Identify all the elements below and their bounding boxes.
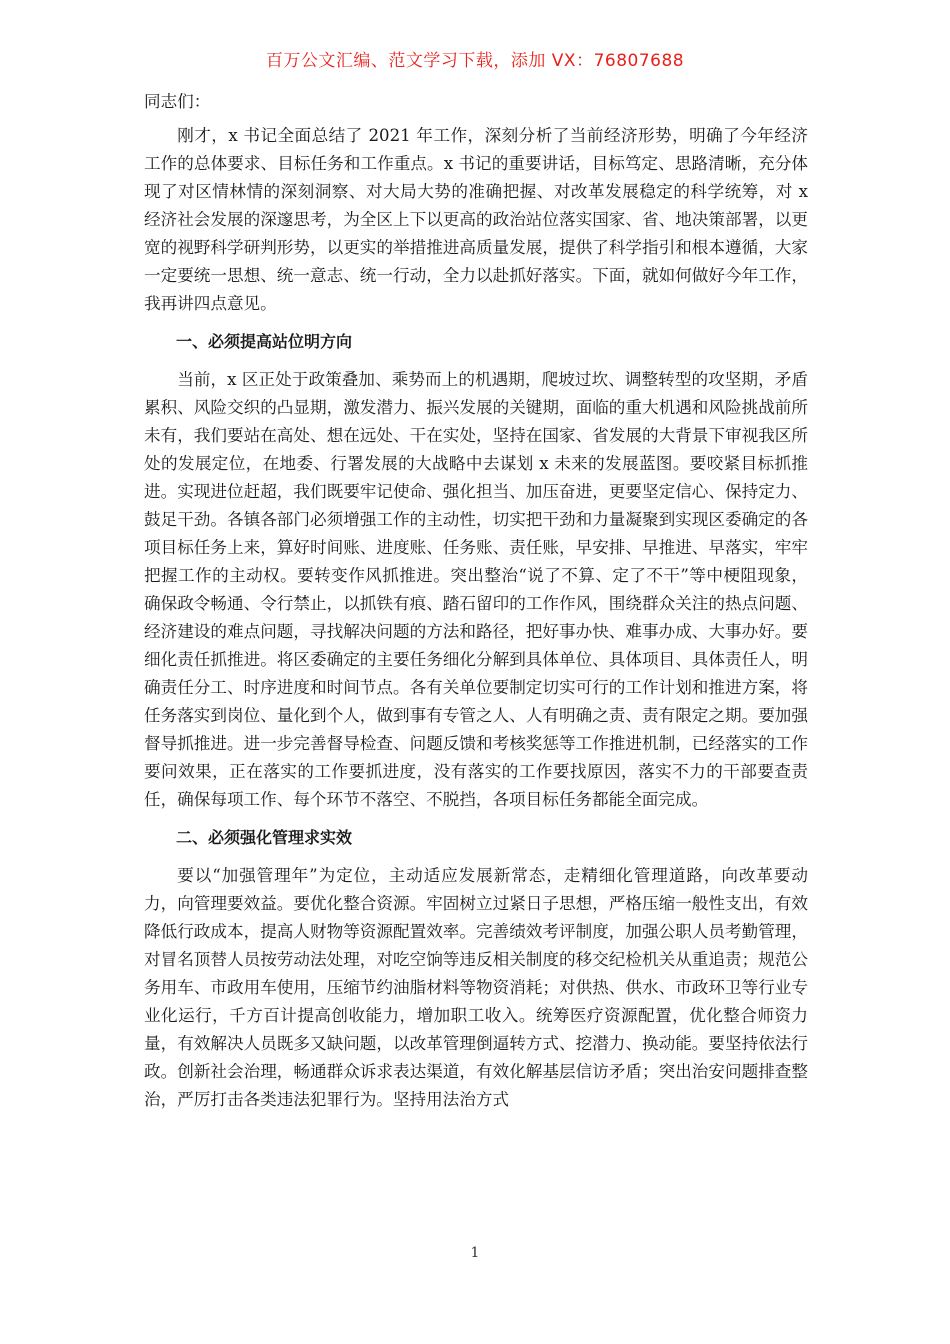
document-body (144, 88, 808, 1114)
intro-paragraph: 刚才，x 书记全面总结了 2021 年工作，深刻分析了当前经济形势，明确了今年经济工作的总体要求、目标任务和工作重点。x 书记的重要讲话，目标笃定、思路清晰，充分体现了对区情林情的深刻洞察、对大局大势的准确把握、对改革发展稳定的科学统筹，对 x 经济社会发展的深邃思考，为全区上下以更高的政治站位落实国家、省、地决策部署，以更宽的视野科学研判形势，以更实的举措推进高质量发展，提供了科学指引和根本遵循，大家一定要统一思想、统一意志、统一行动，全力以赴抓好落实。下面，就如何做好今年工作，我再讲四点意见。 (144, 126, 808, 313)
salutation: 同志们： (144, 92, 211, 111)
section-heading-2: 二、必须强化管理求实效 (176, 828, 353, 847)
section-paragraph-1: 当前，x 区正处于政策叠加、乘势而上的机遇期，爬坡过坎、调整转型的攻坚期，矛盾累积、风险交织的凸显期，激发潜力、振兴发展的关键期，面临的重大机遇和风险挑战前所未有，我们要站在高处、想在远处、干在实处，坚持在国家、省发展的大背景下审视我区所处的发展定位，在地委、行署发展的大战略中去谋划 x 未来的发展蓝图。要咬紧目标抓推进。实现进位赶超，我们既要牢记使命、强化担当、加压奋进，更要坚定信心、保持定力、鼓足干劲。各镇各部门必须增强工作的主动性，切实把干劲和力量凝聚到实现区委确定的各项目标任务上来，算好时间账、进度账、任务账、责任账，早安排、早推进、早落实，牢牢把握工作的主动权。要转变作风抓推进。突出整治“说了不算、定了不干”等中梗阻现象，确保政令畅通、令行禁止，以抓铁有痕、踏石留印的工作作风，围绕群众关注的热点问题、经济建设的难点问题，寻找解决问题的方法和路径，把好事办快、难事办成、大事办好。要细化责任抓推进。将区委确定的主要任务细化分解到具体单位、具体项目、具体责任人，明确责任分工、时序进度和时间节点。各有关单位要制定切实可行的工作计划和推进方案，将任务落实到岗位、量化到个人，做到事有专管之人、人有明确之责、责有限定之期。要加强督导抓推进。进一步完善督导检查、问题反馈和考核奖惩等工作推进机制，已经落实的工作要问效果，正在落实的工作要抓进度，没有落实的工作要找原因，落实不力的干部要查责任，确保每项工作、每个环节不落空、不脱挡，各项目标任务都能全面完成。 (144, 370, 808, 809)
page-number: 1 (470, 1245, 480, 1261)
header-watermark: 百万公文汇编、范文学习下载，添加 VX：76807688 (265, 51, 685, 71)
section-paragraph-2: 要以“加强管理年”为定位，主动适应发展新常态，走精细化管理道路，向改革要动力，向管理要效益。要优化整合资源。牢固树立过紧日子思想，严格压缩一般性支出，有效降低行政成本，提高人财物等资源配置效率。完善绩效考评制度，加强公职人员考勤管理，对冒名顶替人员按劳动法处理，对吃空饷等违反相关制度的移交纪检机关从重追责；规范公务用车、市政用车使用，压缩节约油脂材料等物资消耗；对供热、供水、市政环卫等行业专业化运行，千方百计提高创收能力，增加职工收入。统筹医疗资源配置，优化整合师资力量，有效解决人员既多又缺问题，以改革管理倒逼转方式、挖潜力、换动能。要坚持依法行政。创新社会治理，畅通群众诉求表达渠道，有效化解基层信访矛盾；突出治安问题排查整治，严厉打击各类违法犯罪行为。坚持用法治方式 (144, 866, 808, 1109)
section-heading-1: 一、必须提高站位明方向 (176, 332, 353, 351)
